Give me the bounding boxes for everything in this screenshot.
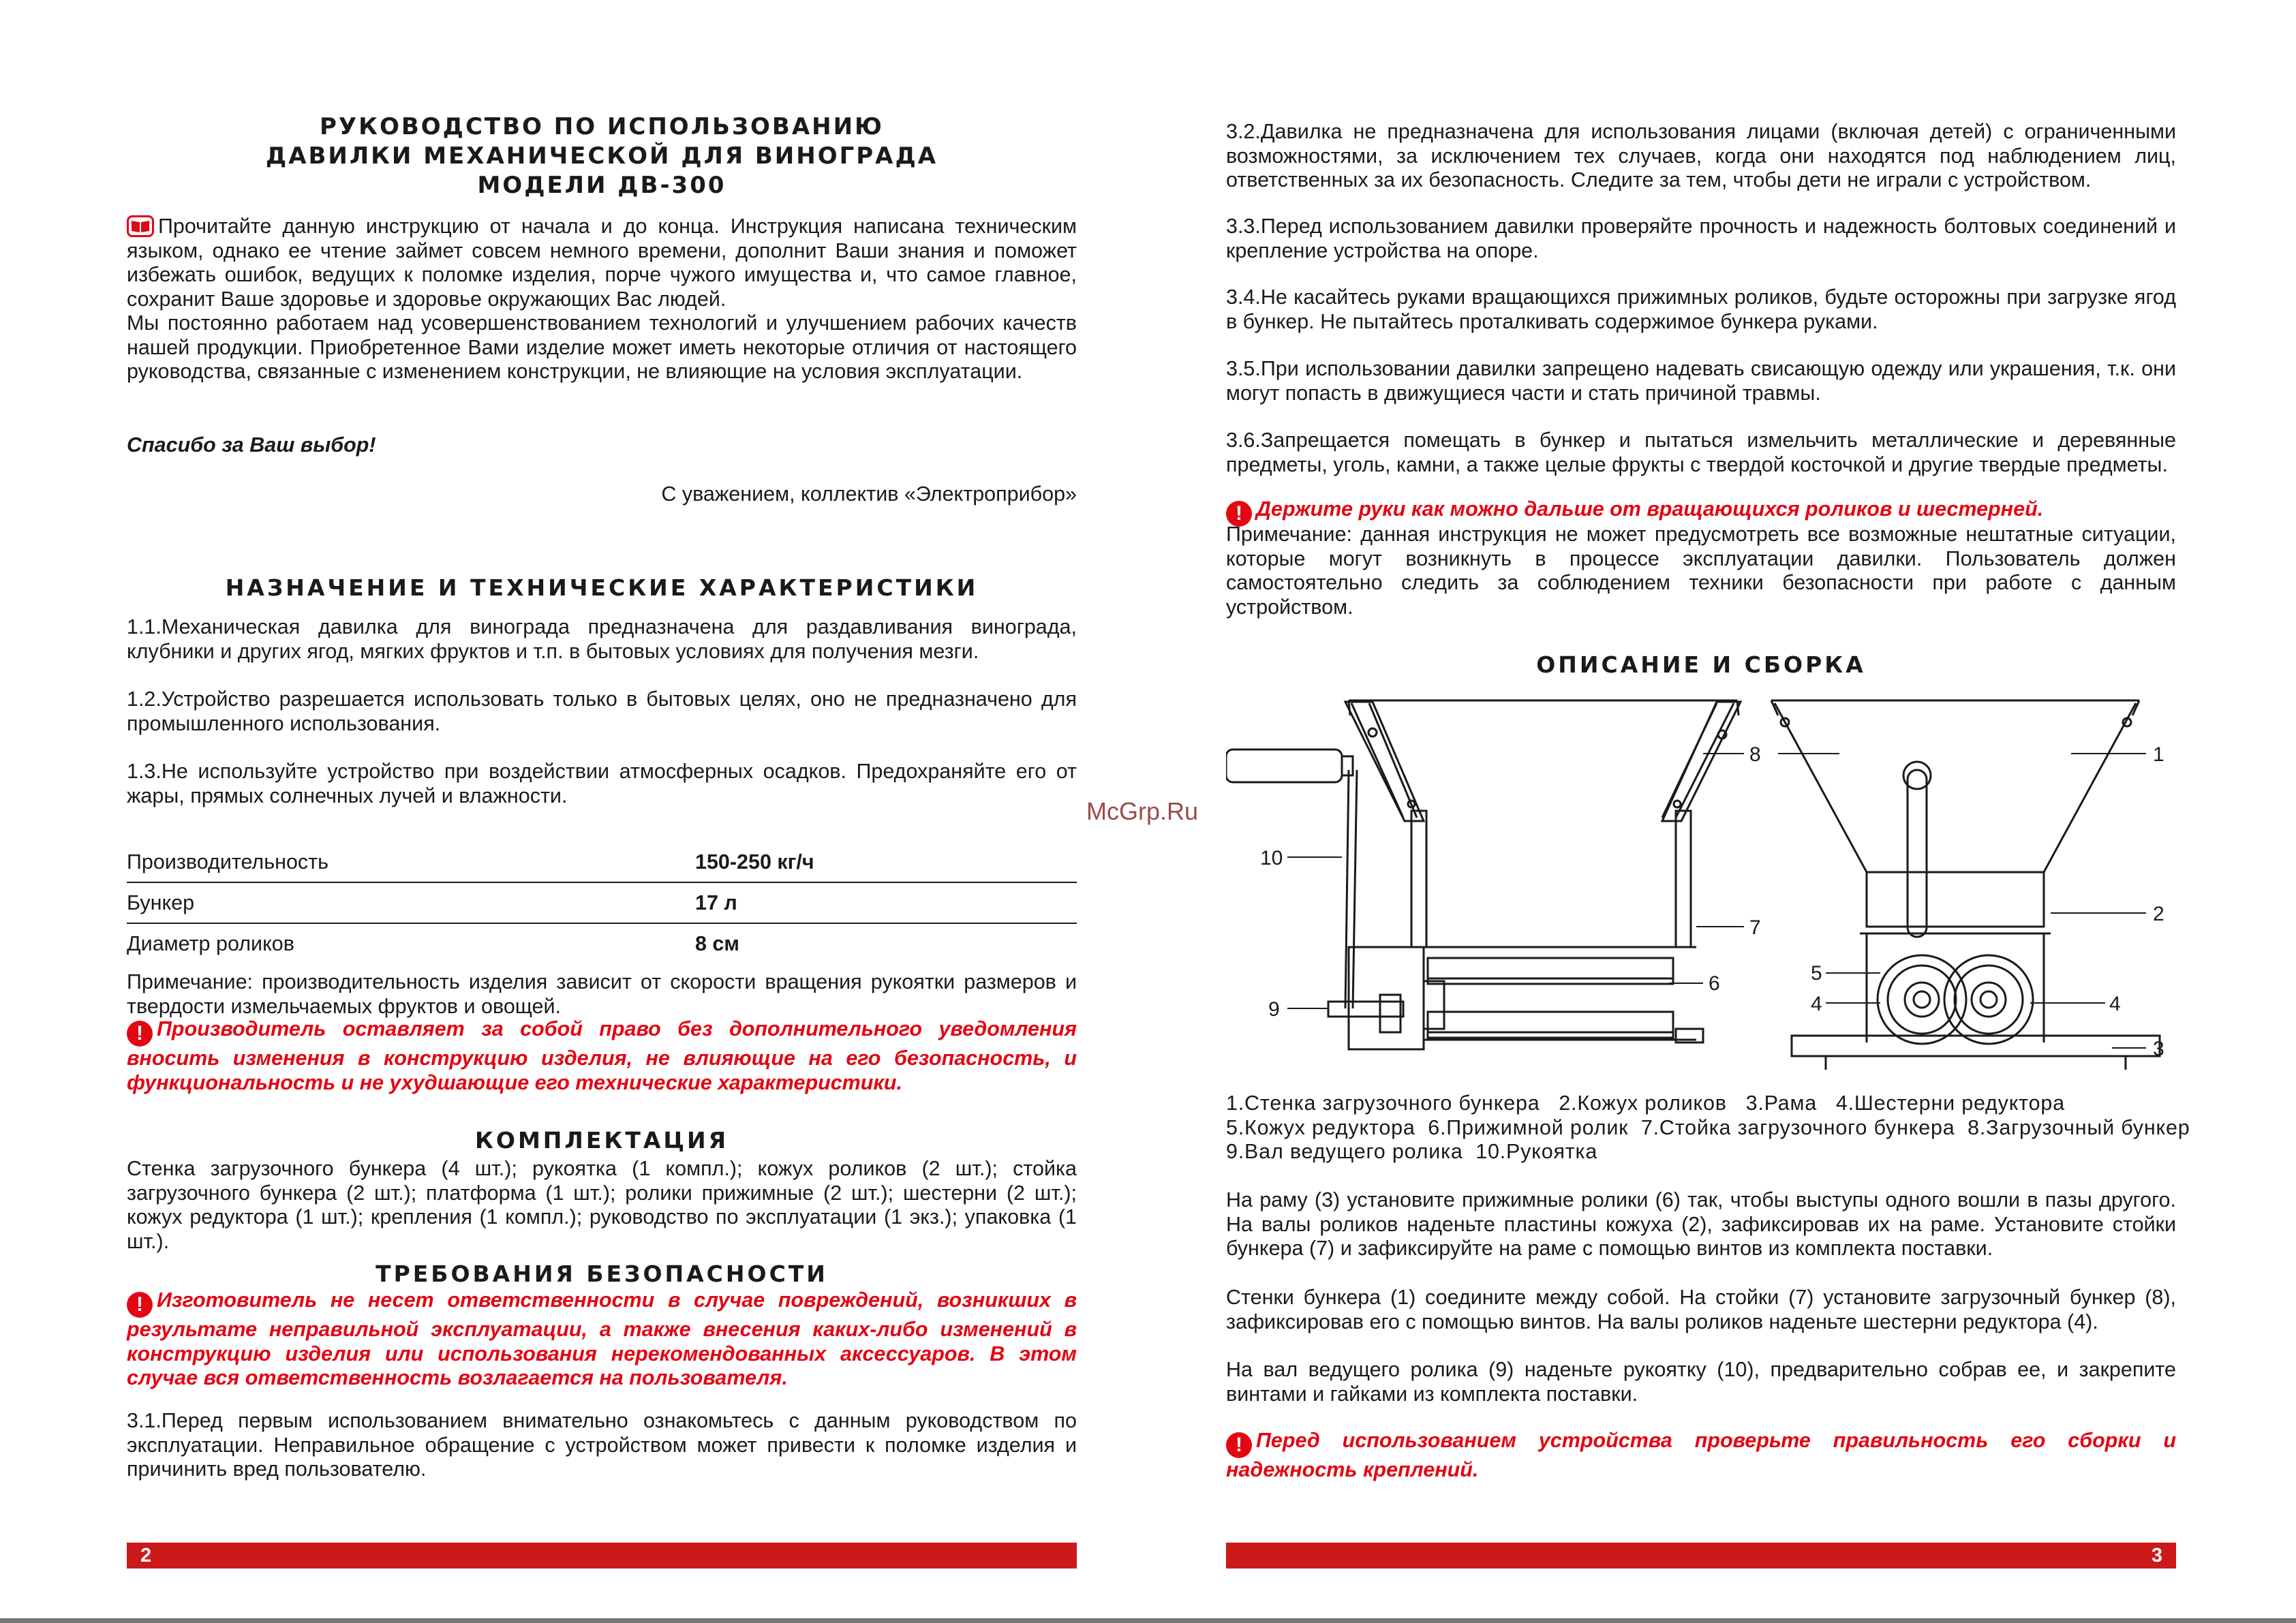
warning-hands-text: Держите руки как можно дальше от вращающихся роликов и шестерней. (1256, 497, 2044, 521)
warning-rights-text: Производитель оставляет за собой право без дополнительного уведомления вносить изменения в конструкцию изделия, не влияющие на его безопасность, и функциональность и не ухудшающие его технические характеристики. (127, 1017, 1077, 1094)
text-3-4: 3.4.Не касайтесь руками вращающихся прижимных роликов, будьте осторожны при загрузке ягод в бункер. Не пытайтесь проталкивать содержимое бункера руками. (1226, 285, 2176, 333)
diagram-label-6: 6 (1709, 972, 1720, 995)
hopper-post-right (1676, 811, 1691, 947)
roller-top (1428, 958, 1673, 978)
spec-value: 17 л (498, 882, 1077, 923)
book-icon (127, 215, 154, 237)
warning-icon: ! (1226, 1432, 1252, 1458)
gearbox-side (1349, 947, 1424, 1049)
assembly-paragraph-1 (1226, 1188, 2176, 1261)
left-page (127, 0, 1077, 1623)
warning-check-block (1226, 1429, 2176, 1483)
paragraph-1-2 (127, 687, 1077, 736)
diagram-label-7: 7 (1749, 916, 1761, 939)
bottom-edge-line (0, 1618, 2296, 1623)
crusher-diagram (1226, 688, 2176, 1070)
heading-assembly: ОПИСАНИЕ И СБОРКА (1536, 651, 1866, 678)
assembly-paragraph-3 (1226, 1358, 2176, 1406)
assembly-paragraph-2 (1226, 1286, 2176, 1334)
intro-paragraph (127, 215, 1077, 384)
diagram-label-3: 3 (2153, 1038, 2164, 1060)
kit-paragraph (127, 1157, 1077, 1254)
diagram-label-2: 2 (2153, 903, 2164, 925)
legend-line-1: 1.Стенка загрузочного бункера 2.Кожух роликов 3.Рама 4.Шестерни редуктора (1226, 1092, 2065, 1115)
spec-row (127, 882, 1077, 923)
paragraph-1-3 (127, 760, 1077, 808)
note-performance (127, 970, 1077, 1019)
manual-title (127, 112, 1077, 200)
diagram-label-5: 5 (1811, 962, 1822, 985)
diagram-label-8: 8 (1749, 743, 1761, 766)
heading-assembly-block (1226, 651, 2176, 678)
title-line-3: МОДЕЛИ ДВ-300 (477, 172, 726, 199)
diagram-label-9: 9 (1268, 998, 1280, 1021)
heading-safety-block (127, 1261, 1077, 1287)
warning-icon: ! (127, 1021, 153, 1047)
heading-kit-block (127, 1127, 1077, 1154)
note-situations-text: Примечание: данная инструкция не может предусмотреть все возможные нештатные ситуации, которые могут возникнуть в процессе эксплуатации давилки. Пользователь должен самостоятельно следить за соблюдением техники безопасности при работе с данным устройством. (1226, 523, 2176, 619)
regards-block (127, 482, 1077, 507)
spec-value: 150-250 кг/ч (695, 850, 814, 874)
paragraph-3-4 (1226, 285, 2176, 334)
right-page (1226, 0, 2190, 1623)
page-number: 2 (140, 1545, 152, 1566)
assembly-text-1: На раму (3) установите прижимные ролики (6) так, чтобы выступы одного вошли в пазы другого. На валы роликов наденьте пластины кожуха (2), зафиксировав их на раме. Установите стойки бункера (7) и зафиксируйте на раме с помощью винтов из комплекта поставки. (1226, 1188, 2176, 1260)
title-line-2: ДАВИЛКИ МЕХАНИЧЕСКОЙ ДЛЯ ВИНОГРАДА (265, 142, 938, 170)
intro-text-1: Прочитайте данную инструкцию от начала и до конца. Инструкция написана техническим языком, однако ее чтение займет совсем немного времени, дополнит Ваши знания и поможет избежать ошибок, ведущих к поломке изделия, порче чужого имущества и, что самое главное, сохранит Ваше здоровье и здоровье окружающих Вас людей. (127, 215, 1077, 311)
text-3-5: 3.5.При использовании давилки запрещено надевать свисающую одежду или украшения, т.к. они могут попасть в движущиеся части и стать причиной травмы. (1226, 357, 2176, 405)
heading-purpose-block (127, 574, 1077, 601)
footer-bar-left (127, 1543, 1077, 1568)
spec-row (127, 923, 1077, 963)
gear-left (1878, 955, 1966, 1044)
heading-purpose: НАЗНАЧЕНИЕ И ТЕХНИЧЕСКИЕ ХАРАКТЕРИСТИКИ (225, 574, 979, 601)
paragraph-3-2 (1226, 120, 2176, 193)
paragraph-1-1 (127, 615, 1077, 664)
spec-label: Диаметр роликов (127, 923, 498, 963)
frame-front (1792, 1036, 2160, 1056)
paragraph-3-3 (1226, 215, 2176, 263)
spec-label: Производительность (127, 850, 329, 874)
warning-liability-text: Изготовитель не несет ответственности в случае повреждений, возникших в результате неправильной эксплуатации, а также внесения каких-либо изменений в конструкцию изделия или использования нерекомендованных аксессуаров. В этом случае вся ответственность возлагается на пользователя. (127, 1288, 1077, 1389)
assembly-text-2: Стенки бункера (1) соедините между собой. На стойки (7) установите загрузочный бункер (8), зафиксировав его с помощью винтов. На валы роликов наденьте шестерни редуктора (4). (1226, 1286, 2176, 1333)
diagram-label-4-right: 4 (2109, 993, 2121, 1015)
hopper-post-left (1411, 811, 1426, 947)
diagram-label-10: 10 (1260, 847, 1283, 869)
diagram-label-1: 1 (2153, 743, 2164, 766)
text-3-2: 3.2.Давилка не предназначена для использования лицами (включая детей) с ограниченными возможностями, за исключением тех случаев, когда они находятся под наблюдением лиц, ответственных за их безопасность. Следите за тем, чтобы дети не играли с устройством. (1226, 120, 2176, 191)
hopper-right-wall (1662, 703, 1734, 818)
paragraph-3-5 (1226, 357, 2176, 405)
watermark: McGrp.Ru (1086, 797, 1199, 825)
intro-text-2: Мы постоянно работаем над усовершенствованием технологий и улучшением рабочих качеств нашей продукции. Приобретенное Вами изделие может иметь некоторые отличия от настоящего руководства, связанные с изменением конструкции, не влияющие на условия эксплуатации. (127, 311, 1077, 383)
warning-liability-block (127, 1288, 1077, 1391)
assembly-text-3: На вал ведущего ролика (9) наденьте рукоятку (10), предварительно собрав ее, и закрепите винтами и гайками из комплекта поставки. (1226, 1358, 2176, 1406)
text-1-3: 1.3.Не используйте устройство при воздействии атмосферных осадков. Предохраняйте его от жары, прямых солнечных лучей и влажности. (127, 760, 1077, 807)
roller-housing-front (1867, 872, 2044, 927)
spec-table (127, 842, 1077, 963)
note-situations (1226, 523, 2176, 619)
note-performance-text: Примечание: производительность изделия зависит от скорости вращения рукоятки размеров и твердости измельчаемых фруктов и овощей. (127, 970, 1077, 1018)
roller-bottom (1428, 1012, 1673, 1032)
thanks-block (127, 433, 1077, 458)
legend-line-3: 9.Вал ведущего ролика 10.Рукоятка (1226, 1140, 1598, 1163)
warning-rights-block (127, 1017, 1077, 1095)
paragraph-3-6 (1226, 429, 2176, 477)
front-view (1771, 700, 2160, 1070)
text-3-6: 3.6.Запрещается помещать в бункер и пытаться измельчить металлические и деревянные предметы, уголь, камни, а также целые фрукты с твердой косточкой и другие твердые предметы. (1226, 429, 2176, 476)
gear-right (1944, 955, 2033, 1044)
text-1-1: 1.1.Механическая давилка для винограда предназначена для раздавливания винограда, клубники и других ягод, мягких фруктов и т.п. в бытовых условиях для получения мезги. (127, 615, 1077, 663)
warning-icon: ! (127, 1292, 153, 1318)
spec-value: 8 см (498, 923, 1077, 963)
text-1-2: 1.2.Устройство разрешается использовать только в бытовых целях, оно не предназначено для промышленного использования. (127, 687, 1077, 735)
footer-bar-right (1226, 1543, 2176, 1568)
hopper-left-wall (1351, 703, 1417, 818)
legend-block (1226, 1092, 2190, 1164)
side-view (1226, 700, 1741, 1049)
kit-text: Стенка загрузочного бункера (4 шт.); рукоятка (1 компл.); кожух роликов (2 шт.); стойка загрузочного бункера (2 шт.); платформа (1 шт.); ролики прижимные (2 шт.); шестерни (2 шт.); кожух редуктора (1 шт.); крепления (1 компл.); руководство по эксплуатации (1 экз.); упаковка (1 шт.). (127, 1157, 1077, 1253)
handle-grip (1226, 749, 1342, 782)
legend-line-2: 5.Кожух редуктора 6.Прижимной ролик 7.Стойка загрузочного бункера 8.Загрузочный бункер (1226, 1115, 2190, 1139)
diagram-label-4-left: 4 (1811, 993, 1822, 1015)
heading-kit: КОМПЛЕКТАЦИЯ (474, 1127, 729, 1154)
spec-row (127, 842, 1077, 882)
heading-safety: ТРЕБОВАНИЯ БЕЗОПАСНОСТИ (376, 1261, 828, 1287)
regards-text: С уважением, коллектив «Электроприбор» (661, 482, 1077, 506)
spec-label: Бункер (127, 882, 498, 923)
page-number: 3 (2151, 1545, 2162, 1566)
warning-check-text: Перед использованием устройства проверьте правильность его сборки и надежность креплений. (1226, 1429, 2176, 1481)
paragraph-3-1 (127, 1409, 1077, 1482)
title-line-1: РУКОВОДСТВО ПО ИСПОЛЬЗОВАНИЮ (320, 113, 884, 140)
handle-front (1908, 770, 1927, 937)
text-3-3: 3.3.Перед использованием давилки проверяйте прочность и надежность болтовых соединений и крепление устройства на опоре. (1226, 215, 2176, 262)
text-3-1: 3.1.Перед первым использованием внимательно ознакомьтесь с данным руководством по эксплуатации. Неправильное обращение с устройством может привести к поломке изделия и причинить вред пользователю. (127, 1409, 1077, 1481)
warning-icon: ! (1226, 501, 1252, 527)
thanks-text: Спасибо за Ваш выбор! (127, 433, 376, 457)
